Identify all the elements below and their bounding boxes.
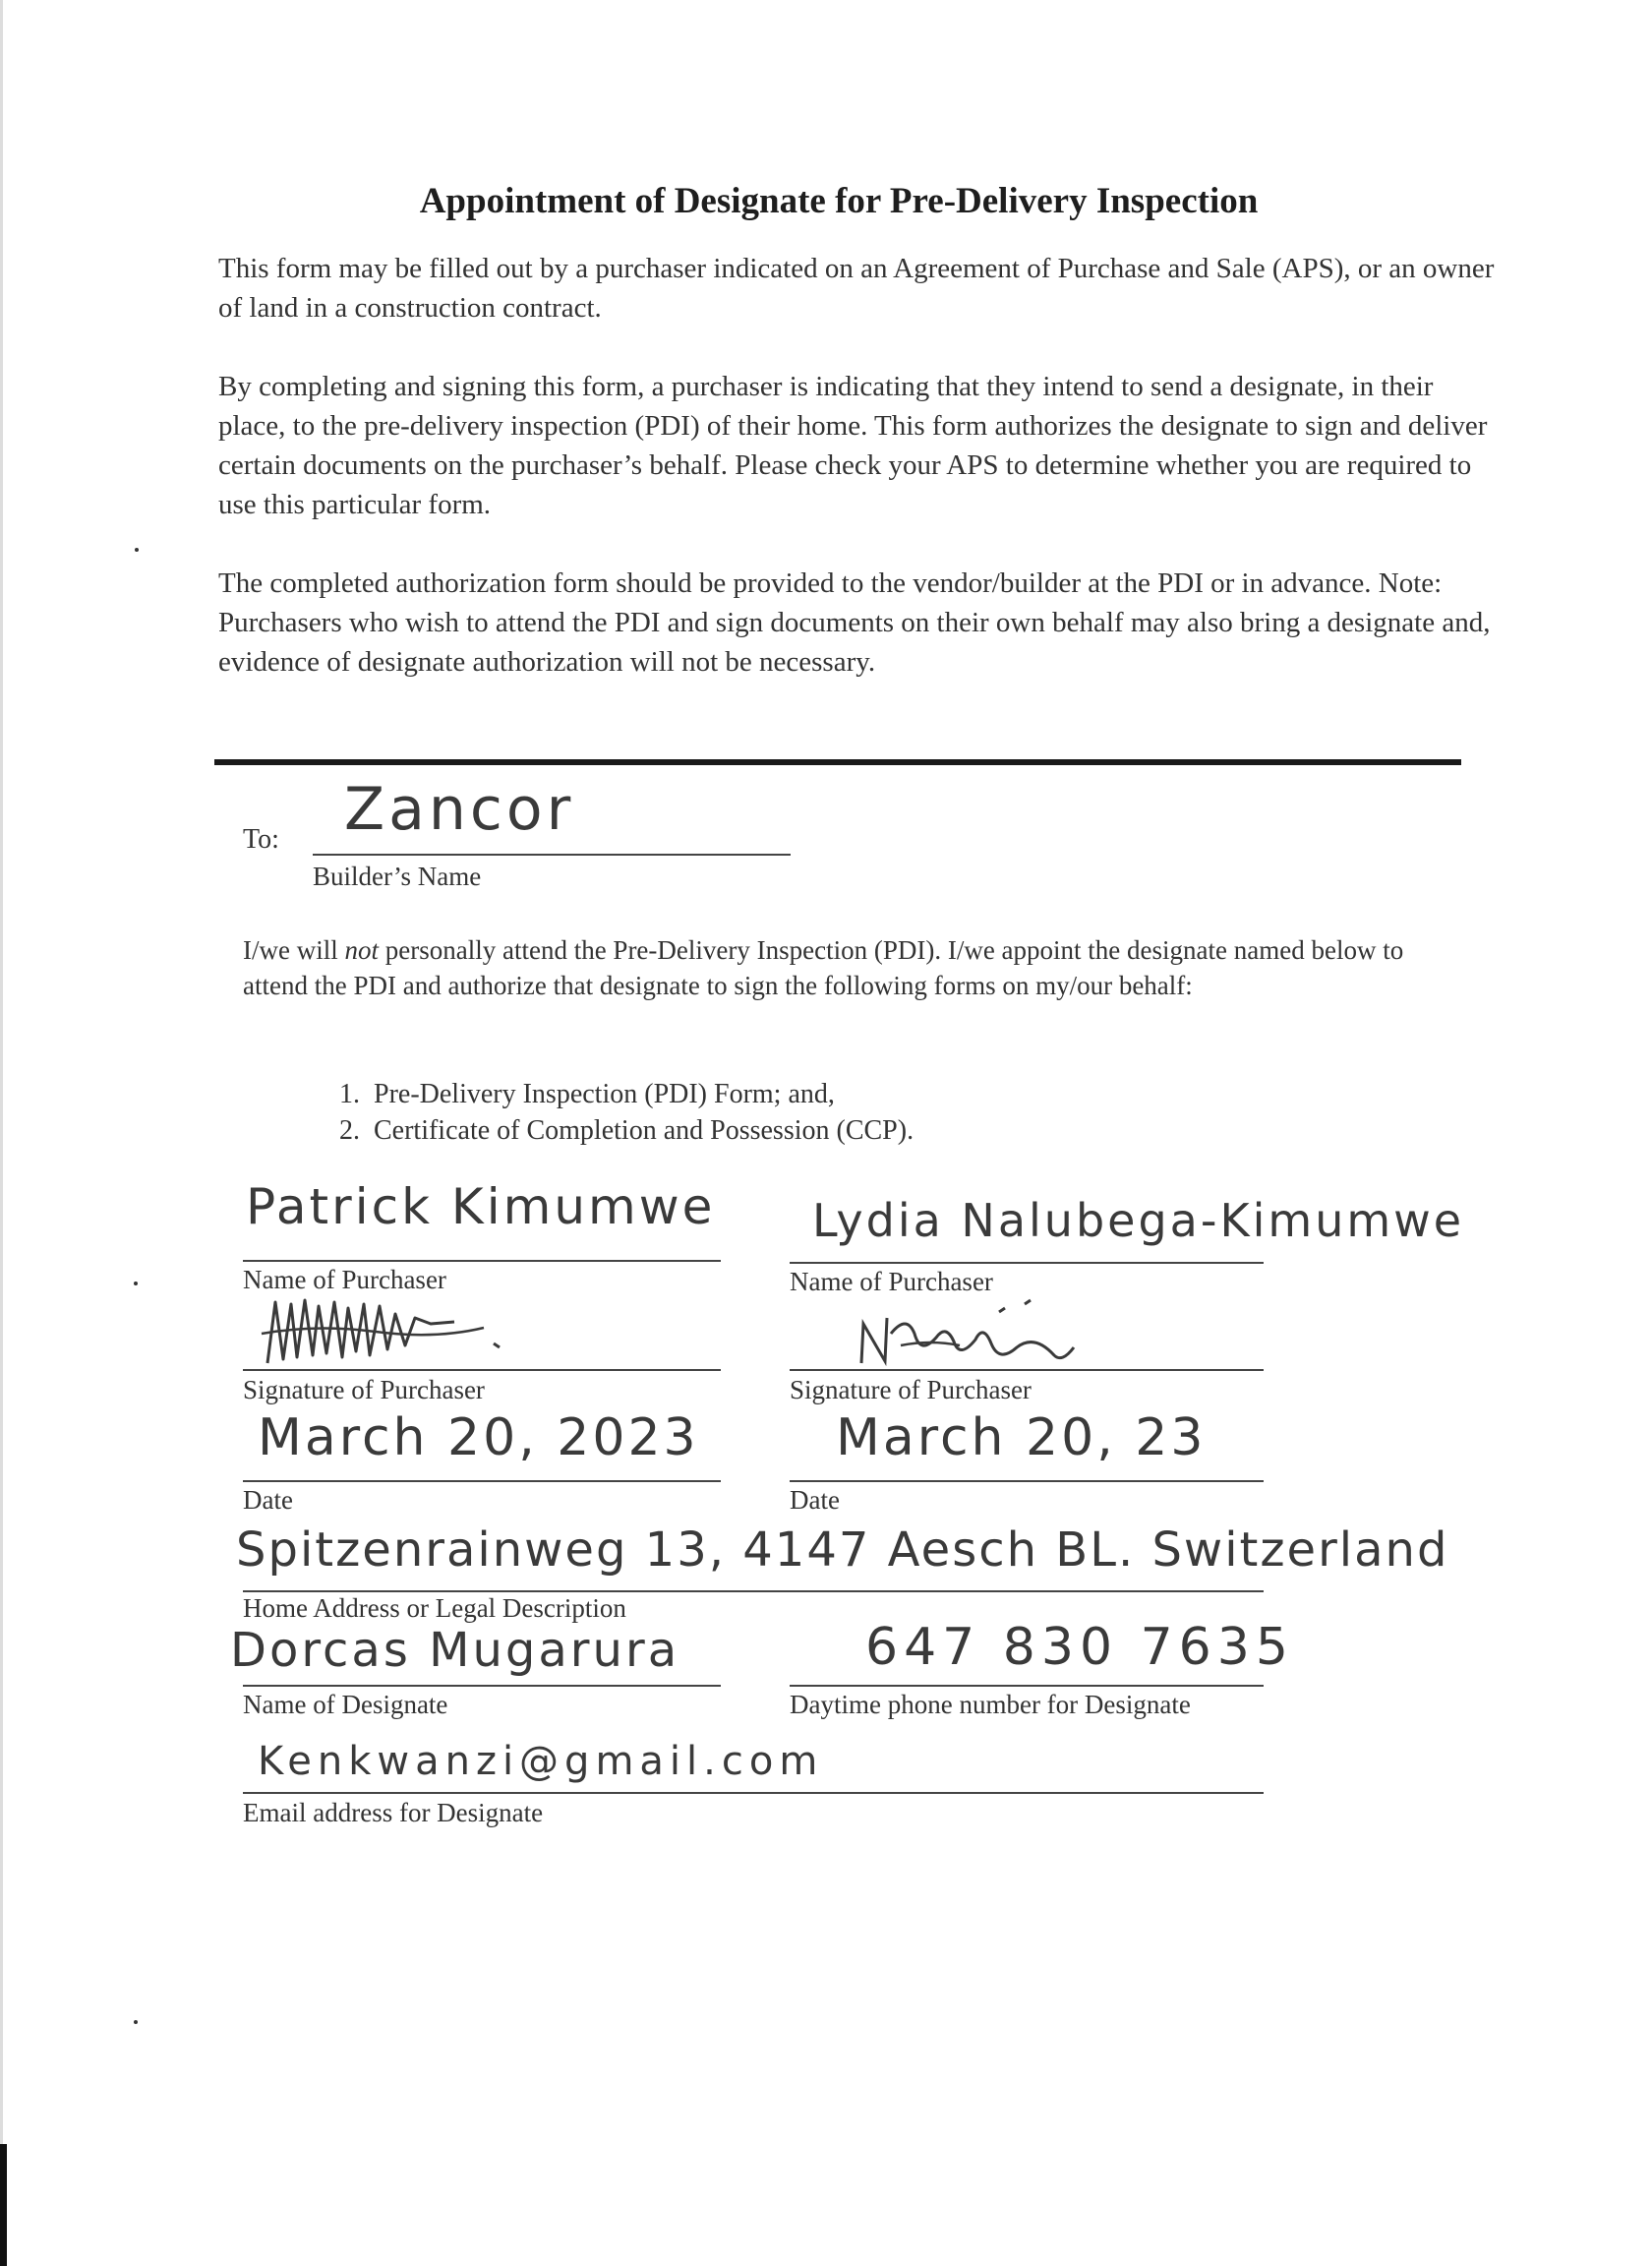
designate-phone-value[interactable]: 647 830 7635	[865, 1618, 1294, 1677]
designate-email-line	[243, 1792, 1264, 1794]
scan-speck	[135, 548, 139, 552]
purchaser-1-date-label: Date	[243, 1485, 293, 1515]
scan-edge-mark	[0, 2144, 7, 2266]
list-item: 2. Certificate of Completion and Possession (CCP).	[339, 1115, 914, 1146]
not-emphasis: not	[344, 935, 379, 965]
home-address-line	[243, 1590, 1264, 1592]
scan-speck	[134, 1282, 138, 1285]
purchaser-1-name-line	[243, 1260, 721, 1262]
section-divider	[214, 759, 1461, 765]
purchaser-2-name-label: Name of Purchaser	[790, 1267, 993, 1296]
to-label: To:	[243, 824, 279, 855]
forms-list	[339, 1076, 914, 1149]
builder-name-label: Builder’s Name	[313, 862, 482, 891]
intro-paragraph-2: By completing and signing this form, a purchaser is indicating that they intend to send a designate, in their place, to the pre-delivery inspection (PDI) of their home. This form authorizes the designate to sign and deliver certain documents on the purchaser’s behalf. Please check your APS to determine whether you are required to use this particular form.	[218, 371, 1488, 520]
home-address-value[interactable]: Spitzenrainweg 13, 4147 Aesch BL. Switzerland	[236, 1522, 1449, 1578]
purchaser-1-name-value[interactable]: Patrick Kimumwe	[246, 1178, 716, 1235]
purchaser-2-signature-label: Signature of Purchaser	[790, 1375, 1032, 1404]
list-item: 1. Pre-Delivery Inspection (PDI) Form; and,	[339, 1079, 835, 1109]
scan-speck	[134, 2020, 138, 2024]
designate-email-label: Email address for Designate	[243, 1798, 544, 1827]
builder-name-value[interactable]: Zancor	[344, 775, 575, 844]
purchaser-2-signature[interactable]	[852, 1294, 1088, 1373]
designate-name-label: Name of Designate	[243, 1690, 448, 1719]
purchaser-2-date-line	[790, 1480, 1264, 1482]
intro-paragraph-3: The completed authorization form should be provided to the vendor/builder at the PDI or in advance. Note: Purchasers who wish to attend the PDI and sign documents on their own behalf may also bring a designate and, evidence of designate authorization will not be necessary.	[218, 567, 1491, 678]
designate-phone-label: Daytime phone number for Designate	[790, 1690, 1191, 1719]
designate-name-line	[243, 1685, 721, 1687]
home-address-label: Home Address or Legal Description	[243, 1593, 626, 1623]
designate-name-value[interactable]: Dorcas Mugarura	[230, 1623, 680, 1678]
purchaser-1-date-value[interactable]: March 20, 2023	[258, 1408, 699, 1467]
intro-paragraph-1: This form may be filled out by a purchaser indicated on an Agreement of Purchase and Sale (APS), or an owner of land in a construction contract.	[218, 253, 1495, 324]
designate-email-value[interactable]: Kenkwanzi@gmail.com	[258, 1739, 824, 1784]
scan-edge	[0, 0, 3, 2266]
purchaser-2-name-value[interactable]: Lydia Nalubega-Kimumwe	[812, 1194, 1465, 1247]
purchaser-1-signature-label: Signature of Purchaser	[243, 1375, 485, 1404]
purchaser-2-date-value[interactable]: March 20, 23	[836, 1408, 1207, 1467]
purchaser-2-date-label: Date	[790, 1485, 840, 1515]
purchaser-2-name-line	[790, 1262, 1264, 1264]
purchaser-1-name-label: Name of Purchaser	[243, 1265, 446, 1294]
purchaser-2-signature-line	[790, 1369, 1264, 1371]
builder-name-line	[313, 854, 791, 856]
appointment-statement: I/we will not personally attend the Pre-Delivery Inspection (PDI). I/we appoint the designate named below to attend the PDI and authorize that designate to sign the following forms on my/our behalf:	[243, 935, 1404, 1000]
purchaser-1-date-line	[243, 1480, 721, 1482]
purchaser-1-signature[interactable]	[258, 1294, 513, 1373]
form-title: Appointment of Designate for Pre-Delivery Inspection	[419, 181, 1259, 221]
purchaser-1-signature-line	[243, 1369, 721, 1371]
designate-phone-line	[790, 1685, 1264, 1687]
